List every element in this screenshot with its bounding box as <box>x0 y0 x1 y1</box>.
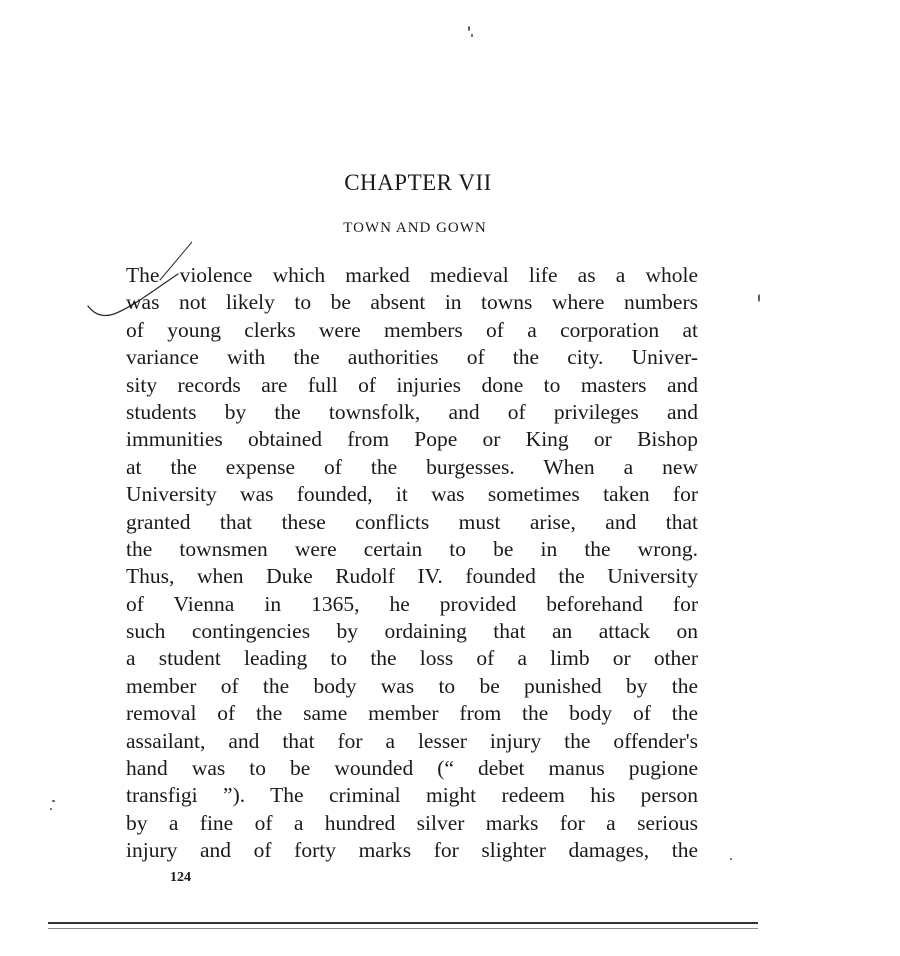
text-line: injury and of forty marks for slighter damages, the <box>126 838 698 863</box>
bottom-rule-shadow <box>48 928 758 929</box>
scan-speck <box>468 26 470 31</box>
chapter-subtitle: TOWN AND GOWN <box>343 220 487 236</box>
bottom-rule <box>48 922 758 924</box>
text-line: a student leading to the loss of a limb or other <box>126 646 698 671</box>
scan-speck <box>471 34 473 37</box>
text-line: hand was to be wounded (“ debet manus pugione <box>126 756 698 781</box>
text-line: such contingencies by ordaining that an attack on <box>126 619 698 644</box>
text-line: transfigi ”). The criminal might redeem his person <box>126 783 698 808</box>
text-line: Thus, when Duke Rudolf IV. founded the University <box>126 564 698 589</box>
text-line: at the expense of the burgesses. When a new <box>126 454 698 479</box>
scan-speck <box>730 858 732 860</box>
text-line: variance with the authorities of the city. Univer- <box>126 345 698 370</box>
text-line: the townsmen were certain to be in the wrong. <box>126 536 698 561</box>
text-line: granted that these conflicts must arise, and that <box>126 509 698 534</box>
scan-speck <box>52 800 55 802</box>
text-line: The violence which marked medieval life as a whole <box>126 263 698 287</box>
text-line: sity records are full of injuries done to masters and <box>126 372 698 397</box>
page-number: 124 <box>170 870 191 885</box>
text-line: assailant, and that for a lesser injury the offender's <box>126 728 698 753</box>
text-line: University was founded, it was sometimes taken for <box>126 482 698 507</box>
chapter-title: CHAPTER VII <box>344 170 492 195</box>
text-line: removal of the same member from the body of the <box>126 701 698 726</box>
text-line: member of the body was to be punished by the <box>126 673 698 698</box>
text-line: was not likely to be absent in towns where numbers <box>126 290 698 315</box>
text-line: students by the townsfolk, and of privileges and <box>126 399 698 424</box>
text-line: of Vienna in 1365, he provided beforehand for <box>126 591 698 616</box>
scan-speck <box>758 294 760 302</box>
text-line: by a fine of a hundred silver marks for a serious <box>126 810 698 835</box>
scan-speck <box>50 808 52 810</box>
text-line: immunities obtained from Pope or King or Bishop <box>126 427 698 452</box>
body-paragraph <box>126 262 698 865</box>
text-line: of young clerks were members of a corporation at <box>126 317 698 342</box>
